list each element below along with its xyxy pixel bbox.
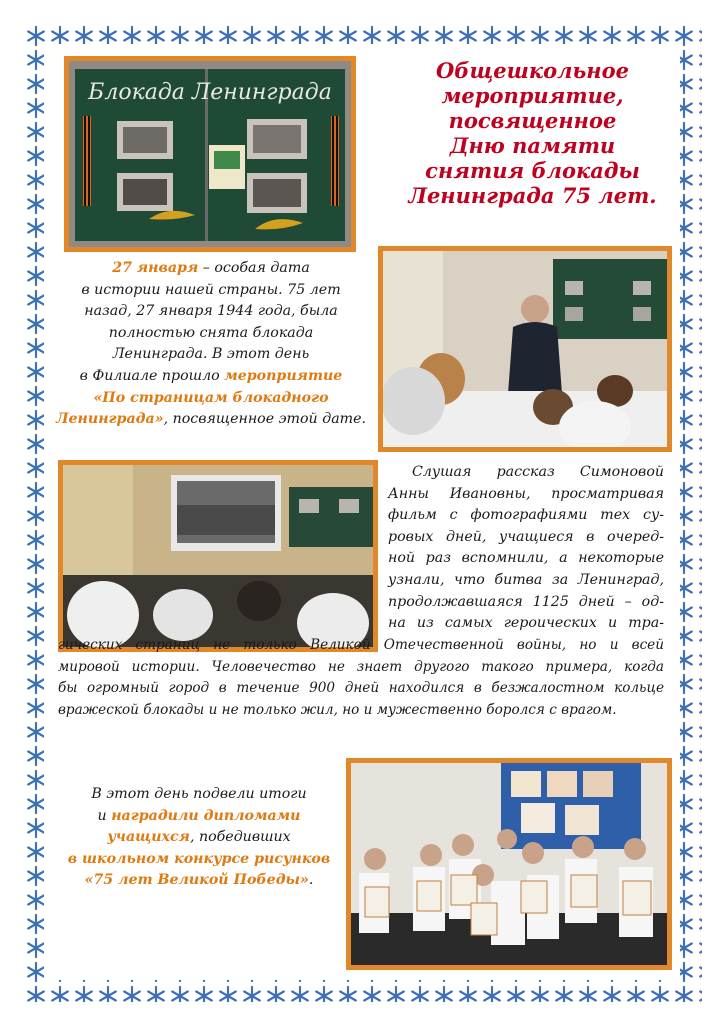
date-highlight: 27 января — [112, 260, 199, 276]
title-line: мероприятие, — [441, 83, 624, 108]
text-line: в истории нашей страны. 75 лет — [81, 281, 341, 298]
story-paragraph-top — [388, 462, 664, 635]
text-span: – особая дата — [198, 260, 310, 276]
text-line: назад, 27 января 1944 года, была — [84, 303, 338, 320]
contest-highlight: в школьном конкурсе рисунков — [67, 850, 331, 867]
text-line: гических страниц не только Великой Отечественной войны, но и всей — [58, 637, 664, 653]
text-line: фильм с фотографиями тех су- — [388, 507, 664, 524]
text-line: мировой истории. Человечество не знает другого такого примера, когда — [58, 658, 664, 675]
event-name-highlight: «По страницам блокадного — [93, 389, 329, 406]
photo-film-projection — [58, 460, 378, 652]
text-span: , посвященное этой дате. — [163, 411, 367, 428]
intro-paragraph — [50, 258, 372, 431]
awards-paragraph — [64, 784, 334, 892]
text-line: Анны Ивановны, просматривая — [388, 485, 664, 502]
text-line: вражеской блокады и не только жил, но и мужественно боролся с врагом. — [58, 701, 617, 718]
text-span: . — [308, 872, 314, 889]
story-paragraph-bottom — [58, 635, 664, 721]
title-line: посвященное — [448, 108, 617, 133]
event-highlight: мероприятие — [224, 367, 343, 384]
contest-name-highlight: «75 лет Великой Победы» — [84, 872, 309, 889]
text-line: ной раз вспомнили, а некоторые — [388, 550, 664, 567]
text-span: в Филиале прошло — [79, 367, 225, 384]
text-line: Ленинграда. В этот день — [112, 346, 310, 363]
title-line: Дню памяти — [449, 133, 616, 158]
text-line: бы огромный город в течение 900 дней находился в безжалостном кольце — [58, 680, 664, 697]
event-name-highlight: Ленинграда» — [55, 411, 164, 428]
text-line: В этот день подвели итоги — [91, 786, 307, 802]
text-line: узнали, что битва за Ленинград, — [388, 571, 664, 588]
text-line: ровых дней, учащиеся в очеред- — [388, 528, 664, 545]
text-span: и — [97, 807, 112, 824]
text-line: на из самых героических и тра- — [388, 615, 664, 632]
title-line: Ленинграда 75 лет. — [408, 183, 657, 208]
text-line: Слушая рассказ Симоновой — [412, 464, 664, 480]
award-highlight: учащихся — [107, 829, 190, 846]
award-highlight: наградили дипломами — [111, 807, 301, 824]
page-title — [400, 58, 665, 208]
text-span: , победивших — [189, 829, 291, 846]
title-line: снятия блокады — [425, 158, 640, 183]
text-line: полностью снята блокада — [108, 324, 314, 341]
board-heading: Блокада Ленинграда — [88, 80, 332, 105]
photo-teacher-speaking — [378, 246, 672, 452]
photo-blackboard-exhibit — [64, 56, 356, 252]
text-line: продолжавшаяся 1125 дней – од- — [388, 593, 664, 610]
title-line: Общешкольное — [436, 58, 629, 83]
photo-award-winners — [346, 758, 672, 970]
